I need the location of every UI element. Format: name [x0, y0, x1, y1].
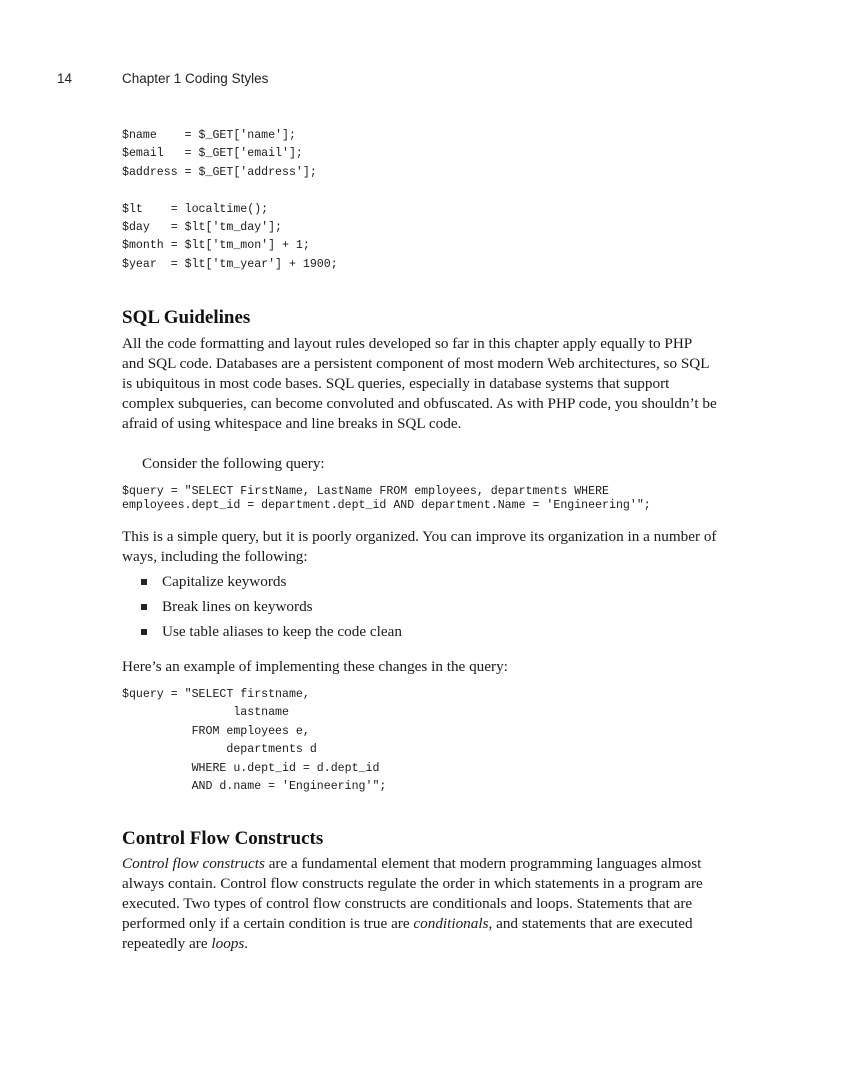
code-block-query-formatted: $query = "SELECT firstname, lastname FROM employees e, departments d WHERE u.dept_id = d.dept_id AND d.name = 'Engineering'";	[122, 688, 387, 794]
sql-paragraph-consider: Consider the following query:	[142, 455, 325, 472]
code-block-variables: $name = $_GET['name']; $email = $_GET['email']; $address = $_GET['address']; $lt = localtime(); $day = $lt['tm_day']; $month = $lt['tm_mon'] + 1; $year = $lt['tm_year'] + 1900;	[122, 129, 338, 271]
term-control-flow-constructs: Control flow constructs	[122, 855, 265, 872]
list-item: Use table aliases to keep the code clean	[140, 622, 402, 647]
bullet-square-icon	[141, 629, 147, 635]
list-item: Break lines on keywords	[140, 597, 402, 622]
bullet-square-icon	[141, 579, 147, 585]
sql-paragraph-poorly-organized: This is a simple query, but it is poorly organized. You can improve its organization in a number of ways, including the following:	[122, 528, 717, 565]
list-item: Capitalize keywords	[140, 572, 402, 597]
section-heading-sql: SQL Guidelines	[122, 307, 251, 328]
sql-paragraph-intro: All the code formatting and layout rules developed so far in this chapter apply equally to PHP and SQL code. Databases are a persistent component of most modern Web architectures, so SQL is ubiquitous in most code bases. SQL queries, especially in database systems that support complex subqueries, can become convoluted and obfuscated. As with PHP code, you shouldn’t be afraid of using whitespace and line breaks in SQL code.	[122, 335, 717, 432]
section-heading-control-flow: Control Flow Constructs	[122, 828, 324, 849]
code-block-query-unformatted: $query = "SELECT FirstName, LastName FROM employees, departments WHERE employees.dept_id = department.dept_id AND department.Name = 'Engineering'";	[122, 485, 651, 512]
term-loops: loops	[211, 935, 245, 952]
control-flow-paragraph: Control flow constructs are a fundamental element that modern programming languages almost always contain. Control flow constructs regulate the order in which statements in a program are executed. Two types of control flow constructs are conditionals and loops. Statements that are performed only if a certain condition is true are conditionals, and statements that are executed repeatedly are loops.	[122, 855, 703, 952]
term-conditionals: conditionals	[413, 915, 489, 932]
sql-paragraph-example: Here’s an example of implementing these changes in the query:	[122, 658, 508, 675]
bullet-square-icon	[141, 604, 147, 610]
chapter-title: Chapter 1 Coding Styles	[122, 71, 269, 86]
page-number: 14	[57, 71, 73, 86]
improvement-bullet-list	[140, 572, 402, 647]
